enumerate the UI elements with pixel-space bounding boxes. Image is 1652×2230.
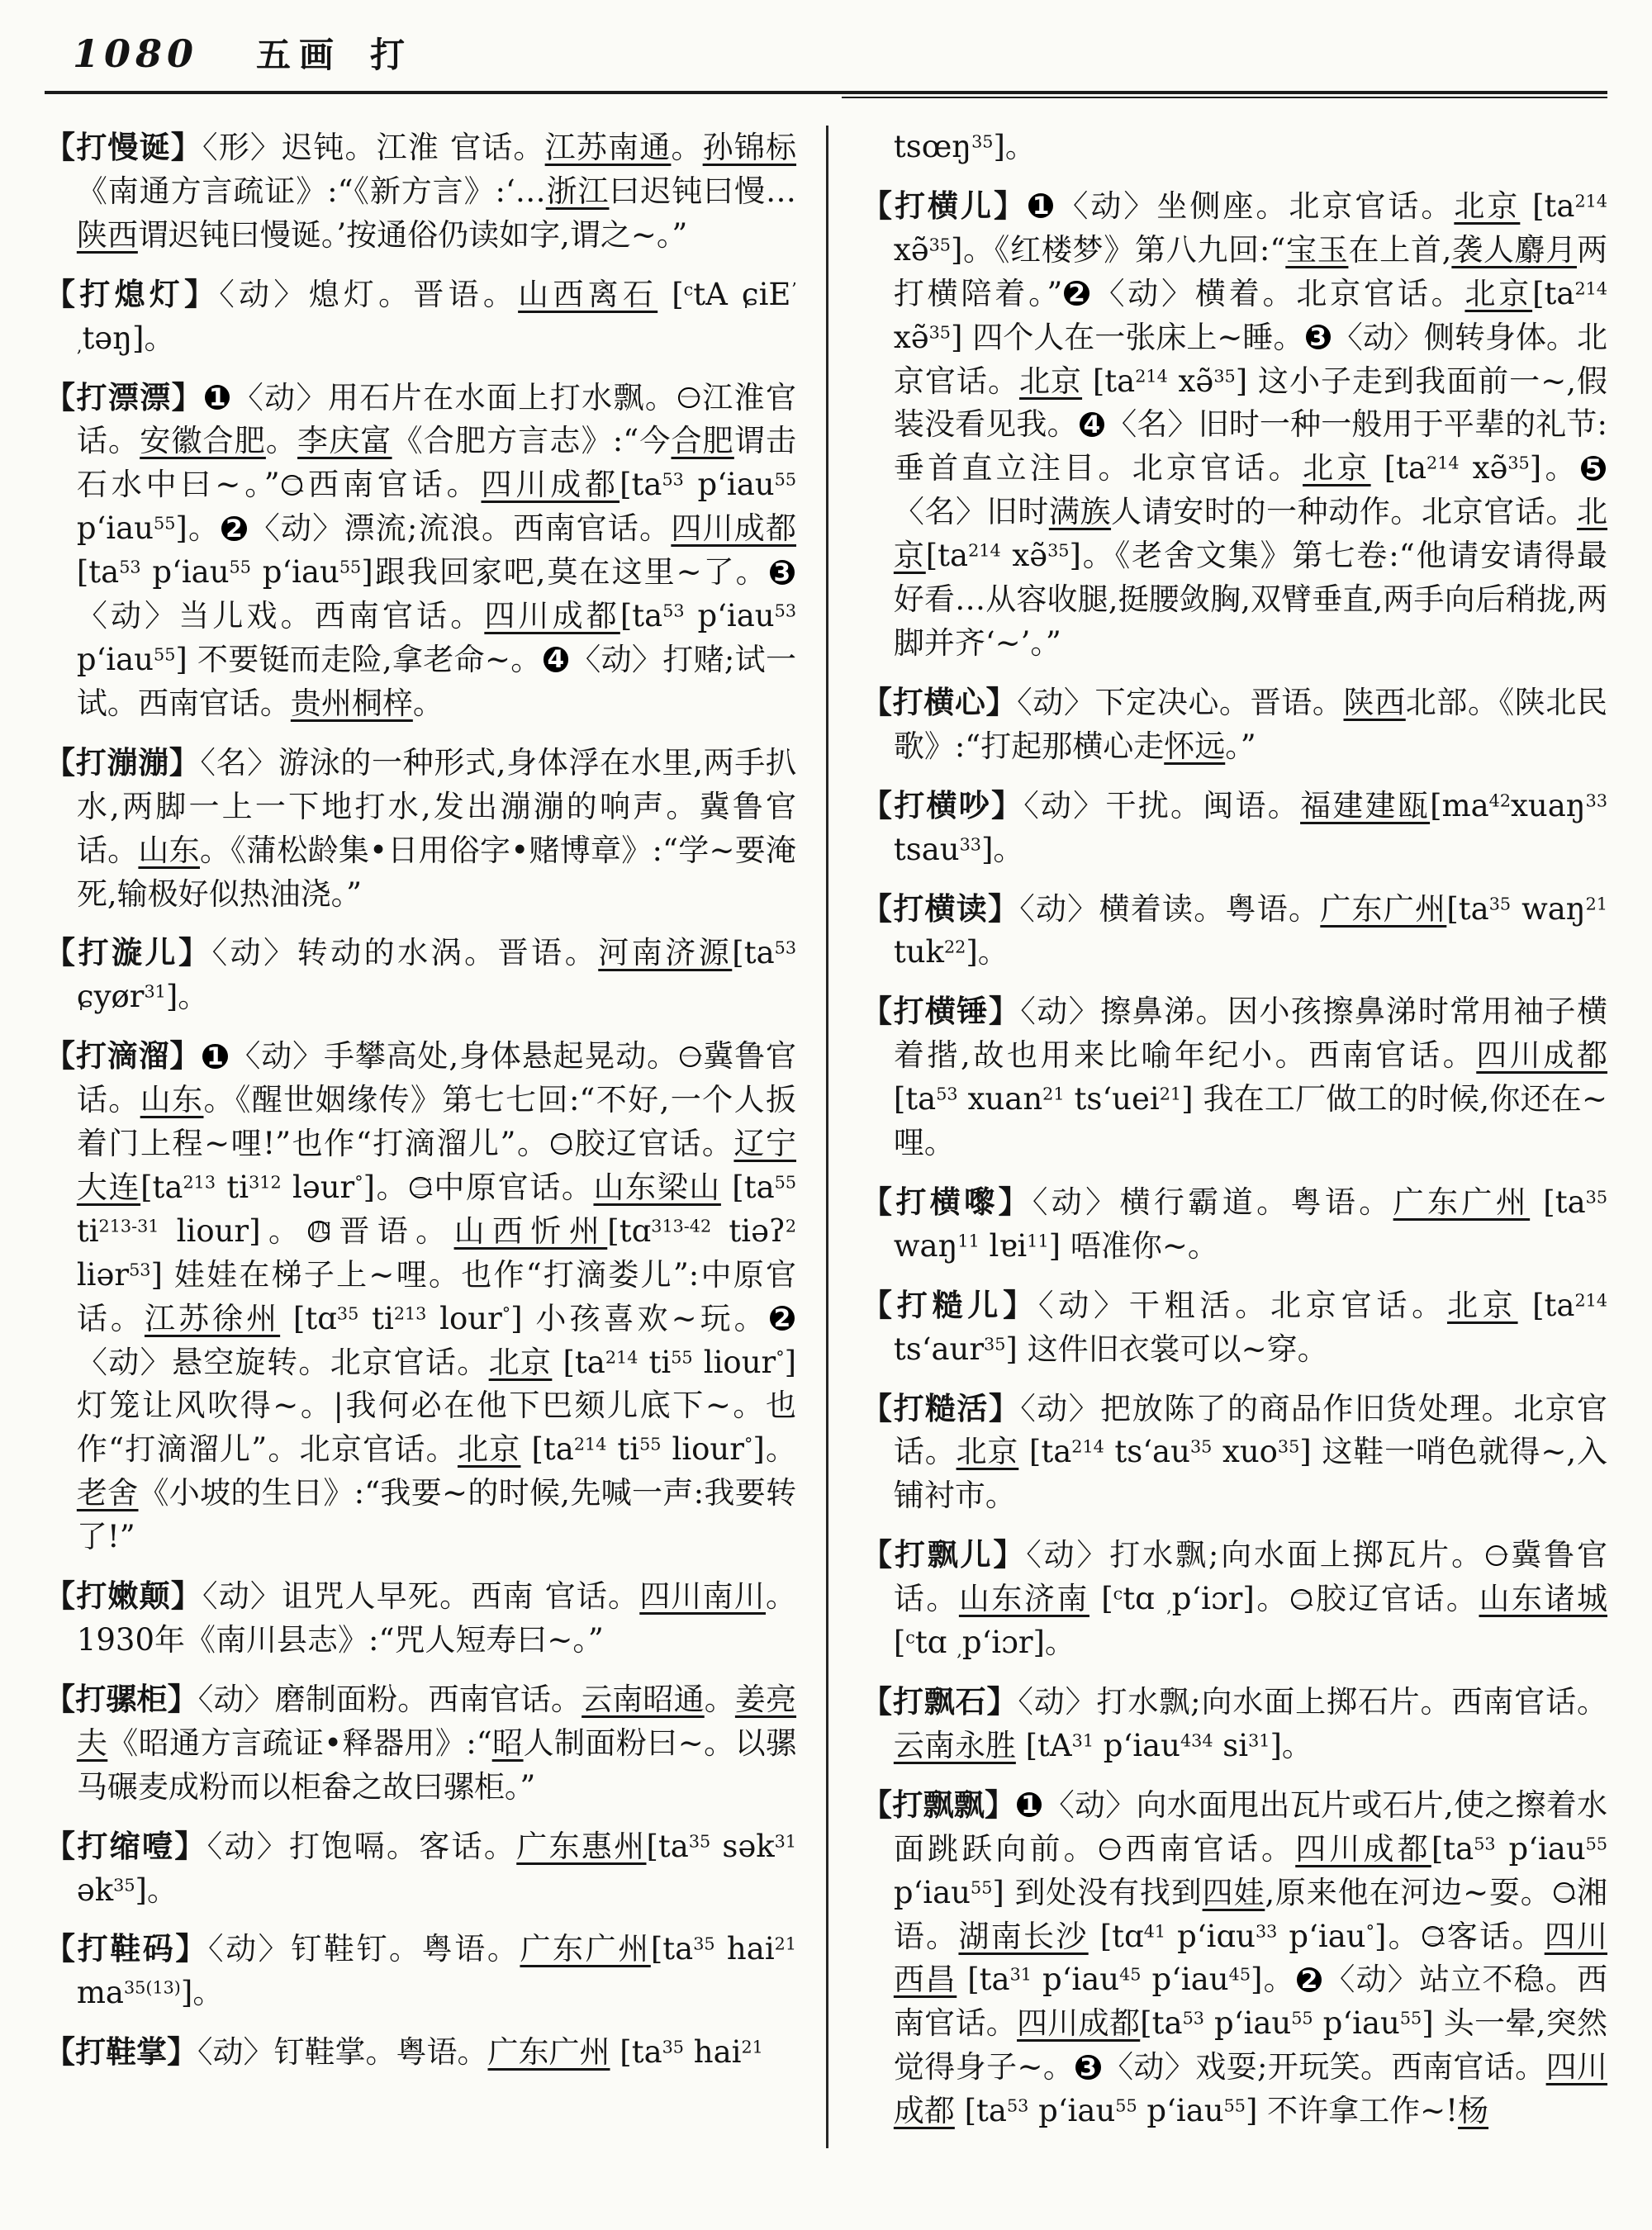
sense-number-badge: 2 (770, 1306, 795, 1331)
dict-entry (45, 1824, 796, 1913)
dict-entry (45, 376, 796, 726)
entry-text: [$ta^{53}$ pʻiau$^{53}$ pʻiau$^{55}$] 不要铤而走险,拿老命~。 (76, 598, 797, 677)
entry-text: [tɑ$^{41}$ pʻiɑu$^{33}$ pʻiau°]。 (1088, 1918, 1421, 1954)
entry-text: 〈动〉干扰。闽语。 (1023, 787, 1301, 823)
sense-number-badge: 5 (1581, 456, 1606, 481)
proper-name: 北京 (1018, 363, 1083, 399)
entry-text: 〈动〉磨制面粉。西南官话。 (197, 1681, 582, 1717)
sense-number-badge: 3 (1306, 325, 1331, 349)
entry-text: [$ta^{53}$ xuan$^{21}$ tsʻuei$^{21}$] 我在工厂做工的时候,你还在~哩。 (893, 1081, 1607, 1161)
subsense-number-badge: 二 (282, 473, 305, 499)
entry-text: [$ta^{55}$ $ti^{213-31}$ liour]。 (76, 1169, 797, 1249)
proper-name: 北京 (488, 1344, 553, 1380)
proper-name: 四川成都 (1476, 1037, 1608, 1074)
dict-entry (45, 1927, 796, 2015)
dict-entry (45, 2030, 796, 2075)
proper-name: 山西忻州 (453, 1212, 608, 1249)
proper-name: 辽宁大连 (76, 1126, 797, 1205)
entry-text: 。《醒世姻缘传》第七七回:“不好,一个人扳着门上程~哩!”也作“打滴溜儿”。 (76, 1082, 796, 1162)
proper-name: 杨 (1458, 2093, 1489, 2129)
entry-text: 〈动〉漂流;流浪。西南官话。 (248, 510, 672, 547)
entry-text: 胶辽官话。 (1313, 1581, 1479, 1617)
proper-name: 满族 (1048, 494, 1112, 530)
proper-name: 河南济源 (598, 935, 733, 971)
entry-text: [$ta^{53}$ pʻiau$^{55}$ pʻiau$^{55}$] 不许拿工作~! (954, 2093, 1459, 2129)
entry-text: [$ta^{53}$ ɕyør$^{31}$]。 (76, 935, 797, 1015)
header-rule (45, 91, 1607, 101)
entry-headword: 【打缩噎】 (45, 1827, 207, 1864)
dict-entry (45, 1574, 796, 1663)
entry-headword: 【打糙活】 (862, 1389, 1021, 1426)
entry-text: [$ta^{35}$ waŋ$^{11}$ lɐi$^{11}$] 唔准你~。 (893, 1184, 1608, 1264)
entry-text: 冀鲁官话。 (893, 1537, 1608, 1617)
subsense-number-badge: 三 (411, 1176, 434, 1202)
columns (45, 126, 1607, 2148)
dict-entry (862, 1533, 1607, 1665)
entry-headword: 【打横嚟】 (862, 1183, 1032, 1220)
proper-name: 老舍 (76, 1475, 139, 1511)
entry-text: [$ta^{35}$ hai$^{21}$ (610, 2034, 763, 2071)
subsense-number-badge: 一 (1100, 1838, 1123, 1863)
sense-number-badge: 1 (1017, 1792, 1042, 1817)
entry-text: 〈动〉当儿戏。西南官话。 (76, 598, 485, 634)
entry-text: [$ta^{35}$ sək$^{31}$ ək$^{35}$]。 (76, 1828, 797, 1908)
sense-number-badge: 1 (202, 1044, 227, 1069)
entry-text: [$ta^{214}$ tsʻau$^{35}$ xuo$^{35}$] 这鞋一哨色就得~,入铺衬市。 (893, 1434, 1607, 1514)
subsense-number-badge: 一 (680, 386, 702, 411)
entry-text: 。 (704, 1681, 735, 1717)
proper-name: 贵州桐梓 (290, 685, 413, 721)
entry-headword: 【打飘飘】 (862, 1786, 1016, 1823)
entry-headword: 【打嫩颠】 (45, 1578, 202, 1615)
proper-name: 陕西 (76, 216, 138, 253)
proper-name: 李庆富 (297, 423, 392, 459)
proper-name: 山东 (138, 832, 200, 868)
entry-text: 。 (265, 423, 298, 459)
entry-headword: 【打飘儿】 (862, 1536, 1027, 1573)
radical-label: 打 (370, 35, 406, 75)
entry-text: 曰迟钝曰慢… (609, 173, 797, 209)
entry-headword: 【打滴溜】 (45, 1037, 202, 1075)
entry-text: 〈动〉钉鞋掌。粤语。 (197, 2034, 488, 2071)
dict-entry (45, 741, 796, 917)
entry-text: 《南通方言疏证》:“《新方言》:‘… (76, 173, 546, 209)
subsense-number-badge: 三 (1424, 1924, 1446, 1950)
dict-entry (862, 784, 1607, 872)
subsense-number-badge: 二 (1292, 1587, 1314, 1613)
proper-name: 四川成都 (1017, 2005, 1141, 2042)
entry-text: [tɑ$^{313-42}$ tiəʔ$^2$ liər$^{53}$] 娃娃在梯子上~哩。也作“打滴娄儿”:中原官话。 (76, 1212, 796, 1336)
proper-name: 湖南长沙 (958, 1918, 1089, 1954)
subsense-number-badge: 二 (552, 1132, 574, 1158)
entry-text: 《合肥方言志》:“今 (392, 423, 672, 459)
column-left (45, 126, 826, 2148)
entry-headword: 【打横儿】 (862, 187, 1028, 224)
dict-entry (45, 1034, 796, 1559)
entry-text: [$^c$tA ɕiE$^ʼ$ $_,$təŋ]。 (76, 276, 797, 356)
proper-name: 昭 (491, 1725, 524, 1761)
proper-name: 安徽合肥 (140, 423, 266, 459)
entry-headword: 【打熄灯】 (45, 275, 220, 312)
proper-name: 四川成都 (671, 510, 797, 547)
entry-text: [$ta^{53}$ pʻiau$^{55}$ pʻiau$^{55}$] 到处没有找到 (893, 1830, 1608, 1910)
proper-name: 四川西昌 (893, 1918, 1608, 1998)
entry-continuation (862, 126, 1607, 169)
entry-headword: 【打横锤】 (862, 993, 1021, 1030)
entry-text: [$ta^{53}$ pʻiau$^{55}$ pʻiau$^{55}$] 头一晕,突然觉得身子~。 (893, 2005, 1607, 2085)
proper-name: 怀远 (1164, 728, 1226, 764)
proper-name: 北京 (956, 1434, 1019, 1470)
entry-text: 西南官话。 (1122, 1830, 1296, 1867)
entry-text: 两打横陪着。” (893, 231, 1607, 311)
sense-number-badge: 4 (1080, 412, 1104, 437)
proper-name: 云南永胜 (893, 1727, 1016, 1763)
entry-text: 〈动〉侧转身体。北京官话。 (893, 319, 1607, 399)
entry-text: [$ta^{213}$ $ti^{312}$ ləur°]。 (140, 1169, 409, 1205)
entry-text: 西南官话。 (304, 467, 482, 503)
entry-text: 人请安时的一种动作。北京官话。 (1111, 494, 1578, 530)
proper-name: 山东济南 (958, 1581, 1089, 1617)
entry-text: 〈动〉把放陈了的商品作旧货处理。北京官话。 (893, 1390, 1608, 1470)
sense-number-badge: 1 (1028, 193, 1053, 218)
entry-text: 北部。《陕北民歌》:“打起那横心走 (893, 684, 1607, 764)
proper-name: 山东 (140, 1082, 204, 1118)
entry-headword: 【打横吵】 (862, 786, 1024, 823)
proper-name: 袭人 (1451, 231, 1515, 268)
entry-text: 在上首, (1348, 231, 1452, 268)
entry-text: 〈动〉打饱嗝。客话。 (206, 1828, 517, 1864)
proper-name: 北京 (1464, 275, 1533, 311)
entry-text: 〈动〉用石片在水面上打水飘。 (231, 379, 677, 415)
proper-name: 广东广州 (1393, 1184, 1531, 1220)
dict-entry (862, 1180, 1607, 1269)
entry-text: [$ta^{53}$ pʻiau$^{55}$ pʻiau$^{55}$]跟我回家吧,莫在这里~了。 (76, 554, 768, 591)
dict-entry (862, 1283, 1607, 1372)
entry-text: 〈动〉站立不稳。西南官话。 (893, 1962, 1608, 2042)
subsense-number-badge: 四 (310, 1220, 332, 1245)
proper-name: 四川成都 (1295, 1830, 1431, 1867)
proper-name: 广东广州 (520, 1931, 651, 1967)
entry-text: 谓击石水中曰~。” (76, 423, 796, 503)
entry-text: ,原来他在河边~耍。 (1265, 1874, 1552, 1910)
sense-number-badge: 1 (205, 385, 230, 410)
entry-text: 人制面粉曰~。以骡马碾麦成粉而以柜畚之故曰骡柜。” (76, 1725, 796, 1805)
proper-name: 合肥 (671, 423, 734, 459)
entry-text: 〈名〉旧时 (893, 494, 1049, 530)
sense-number-badge: 3 (1075, 2055, 1100, 2080)
entry-text: 〈动〉熄灯。晋语。 (219, 276, 519, 312)
subsense-number-badge: 一 (1488, 1544, 1509, 1569)
subsense-number-badge: 一 (681, 1045, 703, 1070)
entry-text: 〈动〉下定决心。晋语。 (1017, 684, 1344, 720)
entry-text: [$ma^{42}xuaŋ^{33}$ tsau$^{33}$]。 (893, 787, 1608, 867)
entry-text: [$ta^{214}$ xə̃$^{35}$]。《老舍文集》第七卷:“他请安请得最好看…从容收腿,挺腰敛胸,双臂垂直,两手向后稍拢,两脚并齐‘~’。” (893, 538, 1607, 661)
entry-text: 〈动〉戏耍;开玩笑。西南官话。 (1102, 2049, 1546, 2085)
entry-headword: 【打漂漂】 (45, 378, 203, 415)
entry-text: 〈动〉打水飘;向水面上掷瓦片。 (1026, 1537, 1484, 1573)
proper-name: 福建建瓯 (1300, 787, 1431, 823)
entry-text: tsœŋ$^{35}$]。 (893, 129, 1036, 164)
sense-number-badge: 2 (1297, 1967, 1322, 1992)
entry-headword: 【打慢诞】 (45, 129, 202, 165)
proper-name: 四川成都 (893, 2049, 1608, 2129)
entry-headword: 【打糙儿】 (862, 1286, 1038, 1323)
entry-text: [$ta^{214}$ xə̃$^{35}$] 这小子走到我面前一~,假装没看见我。 (893, 363, 1608, 443)
entry-text: 江淮官话。 (76, 379, 797, 459)
entry-text: [$^c$tɑ $_,$pʻiɔr]。 (1089, 1581, 1289, 1617)
entry-text: 。” (1225, 728, 1256, 764)
dict-entry (862, 1680, 1607, 1768)
proper-name: 山东诸城 (1479, 1581, 1607, 1617)
proper-name: 山西离石 (518, 276, 658, 312)
entry-text: 〈动〉诅咒人早死。西南 官话。 (202, 1578, 640, 1615)
proper-name: 北京 (1303, 450, 1371, 486)
proper-name: 广东广州 (1320, 890, 1447, 927)
entry-headword: 【打漩儿】 (45, 934, 212, 971)
proper-name: 陕西 (1343, 684, 1406, 720)
page-number: 1080 (73, 31, 199, 76)
entry-text: 客话。 (1445, 1918, 1545, 1954)
entry-text: 中原官话。 (432, 1169, 594, 1205)
proper-name: 麝月 (1514, 231, 1577, 268)
proper-name: 四娃 (1202, 1874, 1265, 1910)
entry-text: [$ta^{53}$ pʻiau$^{55}$ pʻiau$^{55}$]。 (76, 467, 797, 547)
proper-name: 四川成都 (484, 598, 620, 634)
proper-name: 江苏徐州 (144, 1300, 281, 1336)
subsense-number-badge: 二 (1555, 1881, 1577, 1907)
entry-text: 《小坡的生日》:“我要~的时候,先喊一声:我要转了!” (76, 1475, 797, 1555)
dict-entry (862, 681, 1607, 769)
entry-text: 胶辽官话。 (573, 1126, 734, 1162)
proper-name: 姜亮夫 (76, 1681, 797, 1761)
proper-name: 北京 (1454, 187, 1521, 224)
sense-number-badge: 2 (1064, 281, 1089, 306)
entry-text: 。《蒲松龄集•日用俗字•赌博章》:“学~要淹死,输极好似热油浇。” (76, 832, 797, 912)
stroke-section-label: 五画 (256, 35, 343, 75)
entry-text: [$ta^{214}$ $ti^{55}$ liour°] 灯笼让风吹得~。|我何必在他下巴颏儿底下~。也作“打滴溜儿”。北京官话。 (76, 1344, 797, 1468)
dict-entry (862, 989, 1607, 1165)
dict-entry (862, 184, 1607, 666)
proper-name: 广东惠州 (516, 1828, 647, 1864)
entry-text: 《昭通方言疏证•释器用》:“ (107, 1725, 492, 1761)
proper-name: 北京 (893, 494, 1608, 574)
proper-name: 宝玉 (1285, 231, 1349, 268)
entry-headword: 【打骡柜】 (45, 1680, 198, 1717)
entry-text: 〈动〉坐侧座。北京官话。 (1055, 187, 1455, 224)
dict-entry (862, 1387, 1607, 1519)
entry-text: 〈动〉横着。北京官话。 (1090, 275, 1465, 311)
proper-name: 孙锦标 (702, 130, 797, 165)
entry-headword: 【打横读】 (862, 890, 1020, 927)
entry-headword: 【打鞋掌】 (45, 2033, 197, 2071)
dict-entry (862, 887, 1607, 975)
sense-number-badge: 4 (544, 647, 568, 671)
entry-text: 〈动〉横着读。粤语。 (1019, 890, 1321, 927)
entry-text: 〈动〉手攀高处,身体悬起晃动。 (229, 1038, 678, 1075)
page-header (45, 21, 1607, 91)
entry-text: 〈动〉向水面甩出瓦片或石片,使之擦着水面跳跃向前。 (893, 1786, 1607, 1867)
entry-text: [tɑ$^{35}$ $ti^{213}$ lour°] 小孩喜欢~玩。 (280, 1300, 768, 1336)
entry-text: 〈动〉转动的水涡。晋语。 (211, 935, 599, 971)
entry-text: 〈动〉钉鞋钉。粤语。 (207, 1931, 520, 1967)
proper-name: 江苏南通 (544, 130, 672, 165)
entry-text: 。 (671, 130, 703, 165)
proper-name: 北京 (1446, 1287, 1518, 1323)
entry-text: [$ta^{35}$ waŋ$^{21}$ tuk$^{22}$]。 (893, 890, 1608, 970)
proper-name: 广东广州 (487, 2034, 610, 2071)
proper-name: 浙江 (545, 173, 610, 209)
entry-headword: 【打漰漰】 (45, 743, 201, 780)
entry-text: 〈形〉迟钝。江淮 官话。 (202, 130, 545, 165)
entry-text: 〈动〉擦鼻涕。因小孩擦鼻涕时常用袖子横着揩,故也用来比喻年纪小。西南官话。 (893, 994, 1608, 1074)
entry-text: [$ta^{214}$ xə̃$^{35}$]。《红楼梦》第八九回:“ (893, 187, 1608, 268)
sense-number-badge: 3 (770, 560, 795, 585)
proper-name: 山东梁山 (593, 1169, 721, 1205)
entry-text: 。 (412, 685, 444, 721)
entry-text: [$ta^{214}$ tsʻaur$^{35}$] 这件旧衣裳可以~穿。 (893, 1287, 1608, 1367)
dict-entry (45, 273, 796, 361)
entry-text: [$^c$tɑ $_,$pʻiɔr]。 (893, 1625, 1075, 1661)
entry-text: 〈动〉打水飘;向水面上掷石片。西南官话。 (1018, 1684, 1608, 1720)
entry-text: 〈动〉打赌;试一试。西南官话。 (76, 641, 797, 721)
column-right (826, 126, 1607, 2148)
entry-text: [$tA^{31}$ pʻiau$^{434}$ $si^{31}$]。 (1015, 1727, 1313, 1763)
entry-text: [$ta^{214}$ $ti^{55}$ liour°]。 (520, 1431, 796, 1468)
dict-entry (862, 1783, 1607, 2133)
entry-text: [$ta^{31}$ pʻiau$^{45}$ pʻiau$^{45}$]。 (957, 1962, 1295, 1998)
entry-text: 〈名〉游泳的一种形式,身体浮在水里,两手扒水,两脚一上一下地打水,发出漰漰的响声。冀鲁官话。 (76, 744, 797, 868)
entry-text: [$ta^{214}$ xə̃$^{35}$] 四个人在一张床上~睡。 (893, 275, 1608, 355)
proper-name: 云南昭通 (582, 1681, 705, 1717)
dict-entry (45, 1677, 796, 1810)
entry-text: 〈名〉旧时一种一般用于平辈的礼节:垂首直立注目。北京官话。 (893, 406, 1608, 486)
proper-name: 四川南川 (639, 1578, 767, 1615)
entry-text: 湘语。 (893, 1874, 1608, 1954)
entry-headword: 【打鞋码】 (45, 1930, 208, 1967)
entry-text: 〈动〉悬空旋转。北京官话。 (76, 1344, 489, 1380)
entry-text: 〈动〉干粗活。北京官话。 (1037, 1287, 1447, 1323)
sense-number-badge: 2 (221, 516, 246, 541)
entry-text: 。1930年《南川县志》:“咒人短寿曰~。” (76, 1578, 797, 1658)
entry-text: 谓迟钝曰慢诞。’按通俗仍读如字,谓之~。” (137, 216, 688, 253)
proper-name: 北京 (457, 1431, 521, 1468)
entry-text: [$ta^{214}$ xə̃$^{35}$]。 (1370, 450, 1579, 486)
entry-text: 〈动〉横行霸道。粤语。 (1032, 1184, 1393, 1220)
dict-entry (45, 931, 796, 1019)
entry-headword: 【打飘石】 (862, 1683, 1018, 1720)
dict-entry (45, 126, 796, 258)
entry-text: 晋语。 (330, 1212, 454, 1249)
entry-text: 冀鲁官话。 (76, 1038, 797, 1118)
entry-text: [$ta^{35}$ hai$^{21}$ $ma^{35(13)}$]。 (76, 1931, 797, 2011)
proper-name: 四川成都 (481, 467, 620, 503)
entry-headword: 【打横心】 (862, 683, 1018, 720)
